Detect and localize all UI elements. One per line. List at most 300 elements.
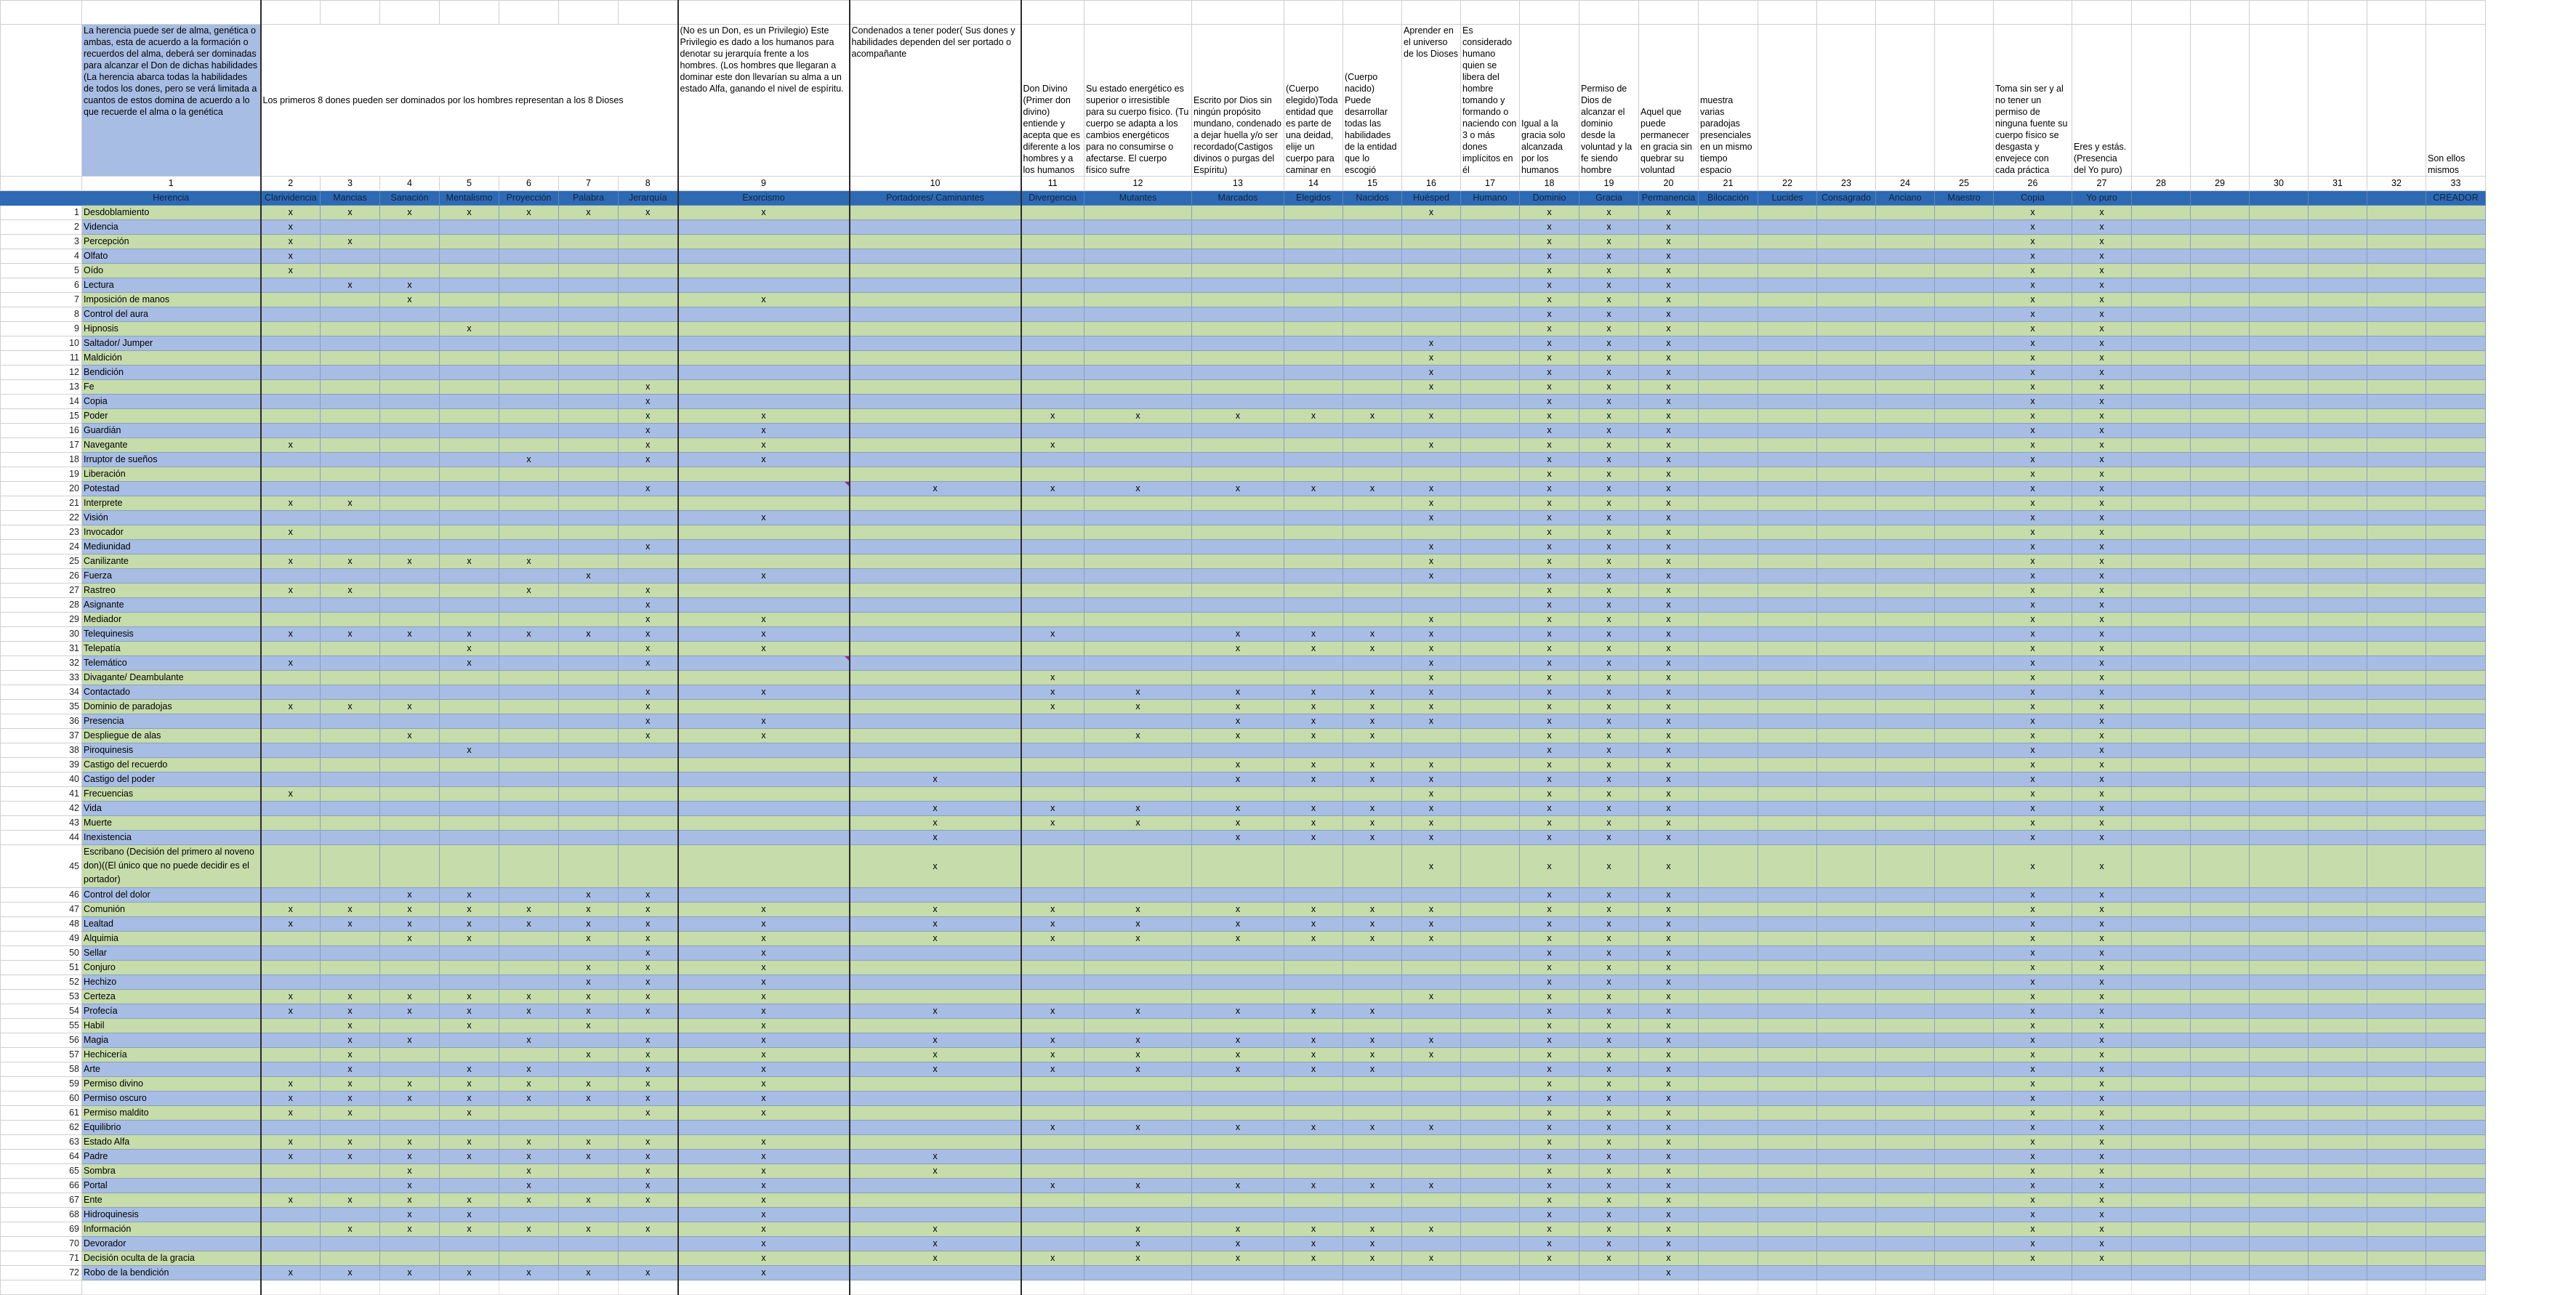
cell[interactable] <box>1935 1237 1994 1251</box>
row-number[interactable] <box>1 177 82 191</box>
cell[interactable] <box>1021 525 1084 540</box>
column-header[interactable]: CREADOR <box>2426 191 2486 206</box>
cell[interactable] <box>559 322 619 336</box>
mark-cell[interactable]: x <box>1520 932 1579 946</box>
cell[interactable] <box>1343 525 1402 540</box>
cell[interactable] <box>1284 1150 1343 1164</box>
cell[interactable] <box>1284 1280 1343 1295</box>
row-number[interactable]: 55 <box>1 1019 82 1033</box>
cell[interactable] <box>850 1179 1021 1193</box>
column-header[interactable]: Marcados <box>1192 191 1284 206</box>
cell[interactable] <box>1021 264 1084 278</box>
mark-cell[interactable]: x <box>1192 482 1284 496</box>
mark-cell[interactable]: x <box>1084 932 1192 946</box>
cell[interactable] <box>1402 743 1461 758</box>
mark-cell[interactable]: x <box>1402 932 1461 946</box>
cell[interactable] <box>678 656 850 671</box>
cell[interactable] <box>559 743 619 758</box>
cell[interactable] <box>321 1280 380 1295</box>
mark-cell[interactable]: x <box>1192 802 1284 816</box>
cell[interactable] <box>1876 598 1935 613</box>
cell[interactable] <box>1520 1 1579 25</box>
cell[interactable] <box>499 1019 559 1033</box>
cell[interactable] <box>559 1164 619 1179</box>
mark-cell[interactable]: x <box>1639 1033 1699 1048</box>
cell[interactable] <box>440 1280 499 1295</box>
mark-cell[interactable]: x <box>380 627 440 642</box>
row-number[interactable]: 20 <box>1 482 82 496</box>
cell[interactable] <box>2132 1106 2191 1121</box>
mark-cell[interactable]: x <box>1402 758 1461 772</box>
cell[interactable] <box>1284 743 1343 758</box>
mark-cell[interactable]: x <box>261 1004 321 1019</box>
cell[interactable] <box>2367 831 2426 845</box>
cell[interactable] <box>2191 569 2250 584</box>
cell[interactable] <box>1343 569 1402 584</box>
mark-cell[interactable]: x <box>1994 845 2072 888</box>
cell[interactable] <box>2250 1106 2309 1121</box>
cell[interactable] <box>1021 496 1084 511</box>
cell[interactable] <box>619 671 678 685</box>
cell[interactable] <box>2426 1092 2486 1106</box>
mark-cell[interactable]: x <box>1284 1237 1343 1251</box>
cell[interactable] <box>2309 990 2367 1004</box>
cell[interactable] <box>1192 656 1284 671</box>
cell[interactable] <box>559 700 619 714</box>
cell[interactable] <box>1758 1179 1817 1193</box>
cell[interactable] <box>1084 424 1192 438</box>
cell[interactable] <box>2367 525 2426 540</box>
cell[interactable] <box>2309 627 2367 642</box>
cell[interactable] <box>440 249 499 264</box>
cell[interactable] <box>2132 1222 2191 1237</box>
cell[interactable] <box>1021 888 1084 903</box>
cell[interactable] <box>1084 888 1192 903</box>
cell[interactable] <box>1935 1208 1994 1222</box>
cell[interactable] <box>1021 511 1084 525</box>
cell[interactable] <box>1021 1222 1084 1237</box>
cell[interactable] <box>1817 772 1876 787</box>
row-number[interactable]: 36 <box>1 714 82 729</box>
cell[interactable] <box>1699 1135 1758 1150</box>
cell[interactable] <box>1343 598 1402 613</box>
cell[interactable] <box>380 1019 440 1033</box>
cell[interactable] <box>2426 1179 2486 1193</box>
cell[interactable] <box>2191 1222 2250 1237</box>
cell[interactable] <box>1084 1193 1192 1208</box>
cell[interactable] <box>1817 714 1876 729</box>
row-number[interactable]: 49 <box>1 932 82 946</box>
mark-cell[interactable]: x <box>1284 831 1343 845</box>
cell[interactable] <box>850 700 1021 714</box>
cell[interactable] <box>1935 903 1994 917</box>
mark-cell[interactable]: x <box>1994 743 2072 758</box>
cell[interactable] <box>2367 366 2426 380</box>
mark-cell[interactable]: x <box>1520 1077 1579 1092</box>
cell[interactable] <box>1461 278 1520 293</box>
mark-cell[interactable]: x <box>261 917 321 932</box>
cell[interactable] <box>499 1 559 25</box>
cell[interactable] <box>1021 1208 1084 1222</box>
cell[interactable] <box>559 845 619 888</box>
cell[interactable] <box>1876 264 1935 278</box>
mark-cell[interactable]: x <box>1639 787 1699 802</box>
mark-cell[interactable]: x <box>499 1222 559 1237</box>
mark-cell[interactable]: x <box>559 627 619 642</box>
cell[interactable] <box>1284 1 1343 25</box>
column-header[interactable]: Copia <box>1994 191 2072 206</box>
mark-cell[interactable]: x <box>678 511 850 525</box>
cell[interactable] <box>1817 671 1876 685</box>
cell[interactable] <box>499 351 559 366</box>
mark-cell[interactable]: x <box>1084 917 1192 932</box>
herencia-name-cell[interactable]: Habil <box>82 1019 261 1033</box>
cell[interactable] <box>1461 1121 1520 1135</box>
cell[interactable] <box>1284 1193 1343 1208</box>
cell[interactable] <box>1461 1033 1520 1048</box>
cell[interactable] <box>1935 569 1994 584</box>
cell[interactable] <box>261 409 321 424</box>
cell[interactable] <box>440 380 499 395</box>
mark-cell[interactable]: x <box>1639 1106 1699 1121</box>
mark-cell[interactable]: x <box>1639 1048 1699 1062</box>
mark-cell[interactable]: x <box>1343 758 1402 772</box>
mark-cell[interactable]: x <box>1639 307 1699 322</box>
cell[interactable] <box>1284 249 1343 264</box>
mark-cell[interactable]: x <box>619 1193 678 1208</box>
cell[interactable] <box>380 249 440 264</box>
cell[interactable] <box>1935 1033 1994 1048</box>
cell[interactable] <box>1876 1033 1935 1048</box>
cell[interactable] <box>2250 1237 2309 1251</box>
cell[interactable] <box>1876 1251 1935 1266</box>
mark-cell[interactable]: x <box>1639 671 1699 685</box>
cell[interactable] <box>2250 932 2309 946</box>
cell[interactable] <box>1084 278 1192 293</box>
column-header[interactable]: Maestro <box>1935 191 1994 206</box>
mark-cell[interactable]: x <box>678 1106 850 1121</box>
cell[interactable] <box>1402 235 1461 249</box>
cell[interactable] <box>1758 1019 1817 1033</box>
herencia-name-cell[interactable]: Dominio de paradojas <box>82 700 261 714</box>
mark-cell[interactable]: x <box>321 206 380 220</box>
mark-cell[interactable]: x <box>1579 1092 1639 1106</box>
mark-cell[interactable]: x <box>1579 714 1639 729</box>
cell[interactable] <box>2191 1004 2250 1019</box>
mark-cell[interactable]: x <box>1192 1048 1284 1062</box>
mark-cell[interactable]: x <box>678 1237 850 1251</box>
row-number[interactable]: 66 <box>1 1179 82 1193</box>
mark-cell[interactable]: x <box>1402 1033 1461 1048</box>
cell[interactable] <box>678 366 850 380</box>
cell[interactable] <box>1935 1251 1994 1266</box>
cell[interactable] <box>1935 1135 1994 1150</box>
cell[interactable] <box>1343 613 1402 627</box>
cell[interactable] <box>2132 496 2191 511</box>
cell[interactable] <box>850 1019 1021 1033</box>
herencia-name-cell[interactable]: Desdoblamiento <box>82 206 261 220</box>
cell[interactable] <box>321 453 380 467</box>
cell[interactable] <box>440 758 499 772</box>
mark-cell[interactable]: x <box>1639 1077 1699 1092</box>
row-number[interactable]: 43 <box>1 816 82 831</box>
mark-cell[interactable]: x <box>1639 917 1699 932</box>
mark-cell[interactable]: x <box>559 975 619 990</box>
mark-cell[interactable]: x <box>1192 816 1284 831</box>
cell[interactable] <box>1284 1077 1343 1092</box>
cell[interactable] <box>2367 293 2426 307</box>
mark-cell[interactable]: x <box>1402 903 1461 917</box>
cell[interactable] <box>850 395 1021 409</box>
mark-cell[interactable]: x <box>1520 322 1579 336</box>
mark-cell[interactable]: x <box>2072 685 2132 700</box>
column-number[interactable]: 30 <box>2250 177 2309 191</box>
mark-cell[interactable]: x <box>2072 816 2132 831</box>
mark-cell[interactable]: x <box>1639 656 1699 671</box>
cell[interactable] <box>1876 584 1935 598</box>
cell[interactable] <box>1343 540 1402 554</box>
column-number[interactable]: 20 <box>1639 177 1699 191</box>
cell[interactable] <box>2191 1266 2250 1280</box>
cell[interactable] <box>1021 293 1084 307</box>
cell[interactable] <box>1817 1019 1876 1033</box>
cell[interactable] <box>1192 787 1284 802</box>
cell[interactable] <box>1192 1077 1284 1092</box>
cell[interactable] <box>1192 322 1284 336</box>
mark-cell[interactable]: x <box>2072 888 2132 903</box>
mark-cell[interactable]: x <box>1402 700 1461 714</box>
cell[interactable] <box>1084 293 1192 307</box>
cell[interactable] <box>678 351 850 366</box>
mark-cell[interactable]: x <box>261 554 321 569</box>
cell[interactable] <box>1461 1251 1520 1266</box>
cell[interactable] <box>2132 787 2191 802</box>
mark-cell[interactable]: x <box>678 453 850 467</box>
mark-cell[interactable]: x <box>499 1266 559 1280</box>
cell[interactable] <box>1084 758 1192 772</box>
mark-cell[interactable]: x <box>850 1033 1021 1048</box>
cell[interactable] <box>1817 569 1876 584</box>
cell[interactable] <box>2367 307 2426 322</box>
mark-cell[interactable]: x <box>1579 1106 1639 1121</box>
column-number[interactable]: 33 <box>2426 177 2486 191</box>
description-cell-c19[interactable]: Permiso de Dios de alcanzar el dominio desde la voluntad y la fe siendo hombre <box>1579 25 1639 177</box>
cell[interactable] <box>1876 1004 1935 1019</box>
mark-cell[interactable]: x <box>1994 642 2072 656</box>
cell[interactable] <box>1021 787 1084 802</box>
mark-cell[interactable]: x <box>559 903 619 917</box>
cell[interactable] <box>1758 1237 1817 1251</box>
cell[interactable] <box>1021 714 1084 729</box>
cell[interactable] <box>1402 584 1461 598</box>
cell[interactable] <box>1935 1077 1994 1092</box>
cell[interactable] <box>1817 1121 1876 1135</box>
cell[interactable] <box>1817 467 1876 482</box>
mark-cell[interactable]: x <box>1021 482 1084 496</box>
cell[interactable] <box>1935 932 1994 946</box>
mark-cell[interactable]: x <box>850 1062 1021 1077</box>
cell[interactable] <box>1817 700 1876 714</box>
cell[interactable] <box>1876 700 1935 714</box>
mark-cell[interactable]: x <box>261 627 321 642</box>
cell[interactable] <box>1461 932 1520 946</box>
cell[interactable] <box>499 975 559 990</box>
cell[interactable] <box>2426 278 2486 293</box>
cell[interactable] <box>2309 511 2367 525</box>
mark-cell[interactable]: x <box>2072 1033 2132 1048</box>
cell[interactable] <box>1817 1222 1876 1237</box>
cell[interactable] <box>2132 1266 2191 1280</box>
cell[interactable] <box>1343 438 1402 453</box>
cell[interactable] <box>2191 975 2250 990</box>
cell[interactable] <box>1084 467 1192 482</box>
mark-cell[interactable]: x <box>1579 569 1639 584</box>
mark-cell[interactable]: x <box>1579 845 1639 888</box>
cell[interactable] <box>2367 1222 2426 1237</box>
cell[interactable] <box>2250 235 2309 249</box>
cell[interactable] <box>1817 816 1876 831</box>
mark-cell[interactable]: x <box>2072 990 2132 1004</box>
cell[interactable] <box>678 802 850 816</box>
cell[interactable] <box>1817 729 1876 743</box>
herencia-name-cell[interactable]: Olfato <box>82 249 261 264</box>
cell[interactable] <box>1758 1106 1817 1121</box>
row-number[interactable]: 65 <box>1 1164 82 1179</box>
mark-cell[interactable]: x <box>619 206 678 220</box>
mark-cell[interactable]: x <box>1343 700 1402 714</box>
cell[interactable] <box>2250 917 2309 932</box>
cell[interactable] <box>321 336 380 351</box>
cell[interactable] <box>499 1048 559 1062</box>
cell[interactable] <box>2426 613 2486 627</box>
herencia-name-cell[interactable]: Telepatía <box>82 642 261 656</box>
mark-cell[interactable]: x <box>1402 685 1461 700</box>
cell[interactable] <box>1343 787 1402 802</box>
mark-cell[interactable]: x <box>2072 1121 2132 1135</box>
mark-cell[interactable]: x <box>1520 569 1579 584</box>
cell[interactable] <box>2426 1208 2486 1222</box>
cell[interactable] <box>2367 1164 2426 1179</box>
cell[interactable] <box>1817 903 1876 917</box>
cell[interactable] <box>1402 888 1461 903</box>
cell[interactable] <box>380 946 440 961</box>
cell[interactable] <box>1192 1 1284 25</box>
cell[interactable] <box>1343 496 1402 511</box>
mark-cell[interactable]: x <box>1994 961 2072 975</box>
cell[interactable] <box>1402 1266 1461 1280</box>
mark-cell[interactable]: x <box>1579 278 1639 293</box>
cell[interactable] <box>2426 802 2486 816</box>
cell[interactable] <box>850 656 1021 671</box>
cell[interactable] <box>2132 1135 2191 1150</box>
mark-cell[interactable]: x <box>1402 540 1461 554</box>
mark-cell[interactable]: x <box>1192 831 1284 845</box>
row-number[interactable]: 53 <box>1 990 82 1004</box>
cell[interactable] <box>1758 482 1817 496</box>
mark-cell[interactable]: x <box>1084 816 1192 831</box>
cell[interactable] <box>2250 366 2309 380</box>
cell[interactable] <box>1021 569 1084 584</box>
cell[interactable] <box>440 366 499 380</box>
cell[interactable] <box>2426 511 2486 525</box>
cell[interactable] <box>1935 802 1994 816</box>
cell[interactable] <box>1461 1106 1520 1121</box>
mark-cell[interactable]: x <box>1192 1179 1284 1193</box>
row-number[interactable]: 10 <box>1 336 82 351</box>
cell[interactable] <box>1876 642 1935 656</box>
mark-cell[interactable]: x <box>1639 525 1699 540</box>
cell[interactable] <box>1994 1266 2072 1280</box>
mark-cell[interactable]: x <box>1579 264 1639 278</box>
cell[interactable] <box>1699 1048 1758 1062</box>
mark-cell[interactable]: x <box>850 1222 1021 1237</box>
mark-cell[interactable]: x <box>1579 743 1639 758</box>
herencia-name-cell[interactable]: Presencia <box>82 714 261 729</box>
mark-cell[interactable]: x <box>1084 409 1192 424</box>
cell[interactable] <box>261 1237 321 1251</box>
mark-cell[interactable]: x <box>678 932 850 946</box>
cell[interactable] <box>1461 1077 1520 1092</box>
cell[interactable] <box>2132 220 2191 235</box>
cell[interactable] <box>1461 1280 1520 1295</box>
row-number[interactable]: 3 <box>1 235 82 249</box>
cell[interactable] <box>321 787 380 802</box>
cell[interactable] <box>559 1280 619 1295</box>
herencia-name-cell[interactable]: Magia <box>82 1033 261 1048</box>
cell[interactable] <box>1343 366 1402 380</box>
cell[interactable] <box>678 496 850 511</box>
mark-cell[interactable]: x <box>1084 700 1192 714</box>
cell[interactable] <box>380 656 440 671</box>
herencia-name-cell[interactable]: Permiso maldito <box>82 1106 261 1121</box>
cell[interactable] <box>2250 351 2309 366</box>
cell[interactable] <box>2250 220 2309 235</box>
mark-cell[interactable]: x <box>1520 1019 1579 1033</box>
cell[interactable] <box>1192 264 1284 278</box>
mark-cell[interactable]: x <box>1520 409 1579 424</box>
mark-cell[interactable]: x <box>1343 627 1402 642</box>
mark-cell[interactable]: x <box>850 1150 1021 1164</box>
mark-cell[interactable]: x <box>1579 453 1639 467</box>
row-number[interactable]: 30 <box>1 627 82 642</box>
row-number[interactable]: 1 <box>1 206 82 220</box>
mark-cell[interactable]: x <box>678 975 850 990</box>
cell[interactable] <box>380 961 440 975</box>
cell[interactable] <box>1461 917 1520 932</box>
cell[interactable] <box>2367 888 2426 903</box>
cell[interactable] <box>1084 453 1192 467</box>
cell[interactable] <box>1876 482 1935 496</box>
cell[interactable] <box>559 758 619 772</box>
row-number[interactable]: 46 <box>1 888 82 903</box>
mark-cell[interactable]: x <box>678 990 850 1004</box>
mark-cell[interactable]: x <box>2072 845 2132 888</box>
mark-cell[interactable]: x <box>380 903 440 917</box>
mark-cell[interactable]: x <box>1192 714 1284 729</box>
row-number[interactable]: 17 <box>1 438 82 453</box>
cell[interactable] <box>1817 1251 1876 1266</box>
cell[interactable] <box>559 467 619 482</box>
mark-cell[interactable]: x <box>2072 961 2132 975</box>
cell[interactable] <box>2426 685 2486 700</box>
cell[interactable] <box>1876 787 1935 802</box>
mark-cell[interactable]: x <box>1639 932 1699 946</box>
cell[interactable] <box>1461 598 1520 613</box>
cell[interactable] <box>321 802 380 816</box>
cell[interactable] <box>850 584 1021 598</box>
column-number[interactable]: 6 <box>499 177 559 191</box>
cell[interactable] <box>1876 438 1935 453</box>
